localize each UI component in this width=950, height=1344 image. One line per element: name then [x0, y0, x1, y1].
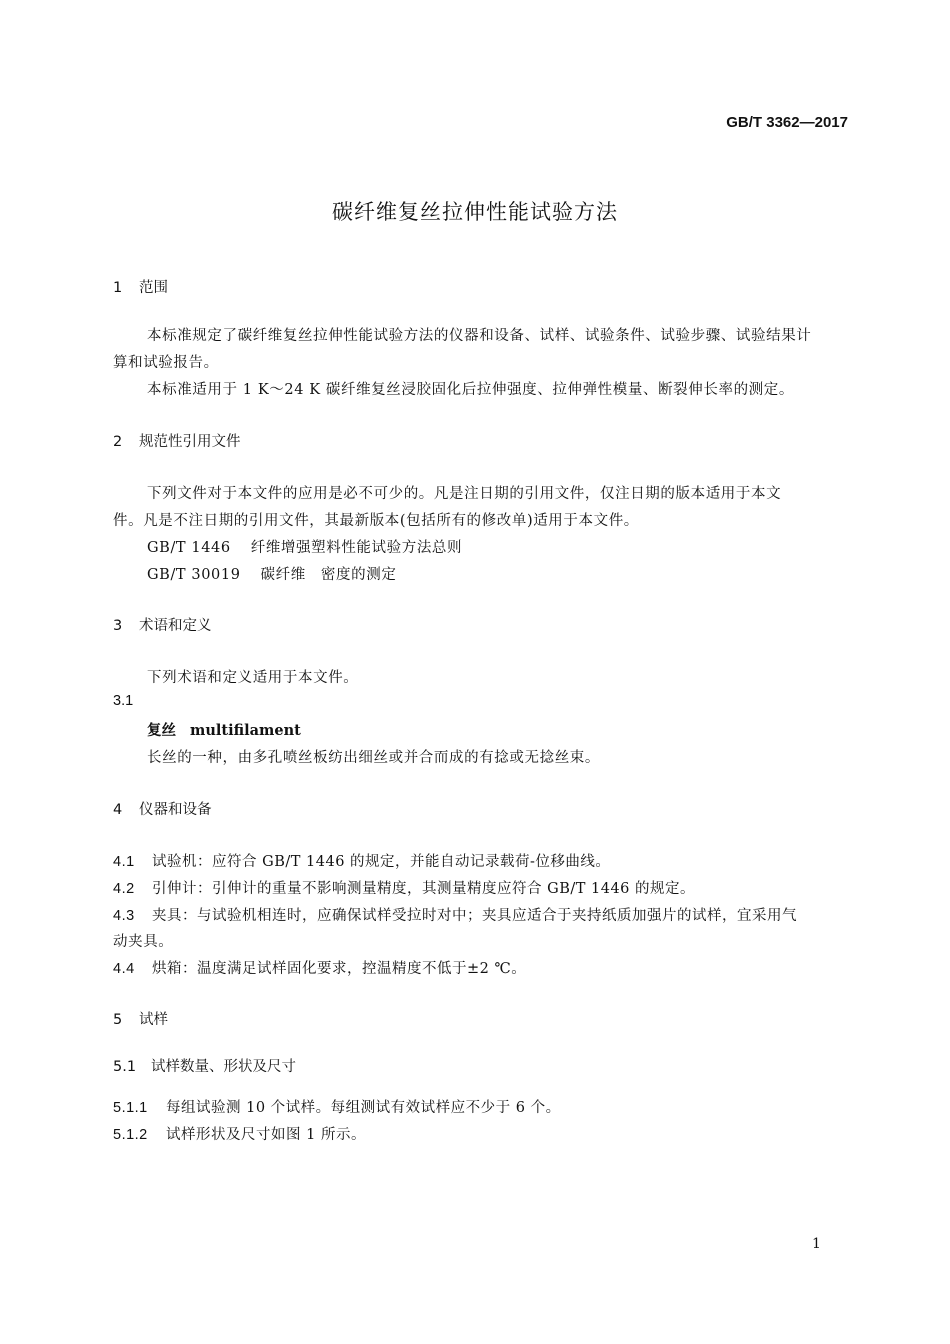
clause-4-3 [113, 904, 797, 925]
section-5-heading [113, 1008, 168, 1029]
section-1-number: 1 [113, 280, 123, 296]
clause-number: 4.4 [113, 961, 135, 977]
section-2-paragraph-line-2: 件。凡是不注日期的引用文件，其最新版本(包括所有的修改单)适用于本文件。 [113, 513, 639, 529]
reference-code: GB/T 1446 [147, 540, 231, 556]
subsection-3-1-number: 3.1 [113, 693, 134, 709]
section-5-number: 5 [113, 1012, 123, 1028]
clause-number: 4.2 [113, 881, 135, 897]
clause-text: 试样形状及尺寸如图 1 所示。 [166, 1127, 366, 1143]
clause-text: 夹具：与试验机相连时，应确保试样受拉时对中；夹具应适合于夹持纸质加强片的试样，宜采用气 [152, 908, 797, 924]
section-3-number: 3 [113, 618, 123, 634]
section-2-title: 规范性引用文件 [139, 434, 241, 450]
clause-text: 烘箱：温度满足试样固化要求，控温精度不低于±2 ℃。 [152, 961, 527, 977]
section-3-paragraph: 下列术语和定义适用于本文件。 [147, 670, 359, 686]
term-definition: 长丝的一种，由多孔喷丝板纺出细丝或并合而成的有捻或无捻丝束。 [147, 750, 600, 766]
term-chinese: 复丝 [147, 722, 176, 739]
subsection-5-1-title: 试样数量、形状及尺寸 [151, 1059, 296, 1075]
clause-number: 4.3 [113, 908, 135, 924]
normative-reference-1 [147, 536, 462, 557]
clause-4-1 [113, 850, 610, 871]
reference-title: 碳纤维 密度的测定 [260, 567, 397, 583]
section-1-title: 范围 [139, 280, 168, 296]
section-1-heading [113, 276, 168, 297]
subsection-5-1-heading [113, 1055, 296, 1076]
section-2-heading [113, 430, 241, 451]
section-4-heading [113, 798, 212, 819]
section-2-paragraph-line-1: 下列文件对于本文件的应用是必不可少的。凡是注日期的引用文件，仅注日期的版本适用于本文 [147, 486, 782, 502]
clause-5-1-2 [113, 1123, 366, 1144]
term-english: multifilament [190, 722, 301, 739]
clause-number: 5.1.2 [113, 1127, 148, 1143]
section-1-paragraph-1-line-1: 本标准规定了碳纤维复丝拉伸性能试验方法的仪器和设备、试样、试验条件、试验步骤、试验结果计 [147, 328, 812, 344]
clause-4-3-continuation: 动夹具。 [113, 934, 174, 950]
section-5-title: 试样 [139, 1012, 168, 1028]
term-entry [147, 719, 301, 740]
section-1-paragraph-1-line-2: 算和试验报告。 [113, 355, 219, 371]
section-1-paragraph-2: 本标准适用于 1 K～24 K 碳纤维复丝浸胶固化后拉伸强度、拉伸弹性模量、断裂伸长率的测定。 [147, 382, 794, 398]
section-4-number: 4 [113, 802, 123, 818]
page-number: 1 [812, 1236, 821, 1252]
section-3-title: 术语和定义 [139, 618, 212, 634]
document-title: 碳纤维复丝拉伸性能试验方法 [332, 200, 618, 224]
subsection-5-1-number: 5.1 [113, 1059, 137, 1075]
reference-code: GB/T 30019 [147, 567, 241, 583]
reference-title: 纤维增强塑料性能试验方法总则 [250, 540, 463, 556]
section-4-title: 仪器和设备 [139, 802, 212, 818]
standard-number: GB/T 3362—2017 [726, 114, 848, 131]
clause-number: 5.1.1 [113, 1100, 148, 1116]
clause-text: 每组试验测 10 个试样。每组测试有效试样应不少于 6 个。 [166, 1100, 561, 1116]
clause-5-1-1 [113, 1096, 561, 1117]
clause-text: 试验机：应符合 GB/T 1446 的规定，并能自动记录载荷-位移曲线。 [152, 854, 611, 870]
normative-reference-2 [147, 563, 396, 584]
clause-4-2 [113, 877, 695, 898]
clause-text: 引伸计：引伸计的重量不影响测量精度，其测量精度应符合 GB/T 1446 的规定。 [152, 881, 696, 897]
clause-number: 4.1 [113, 854, 135, 870]
clause-4-4 [113, 957, 526, 978]
section-2-number: 2 [113, 434, 123, 450]
section-3-heading [113, 614, 212, 635]
